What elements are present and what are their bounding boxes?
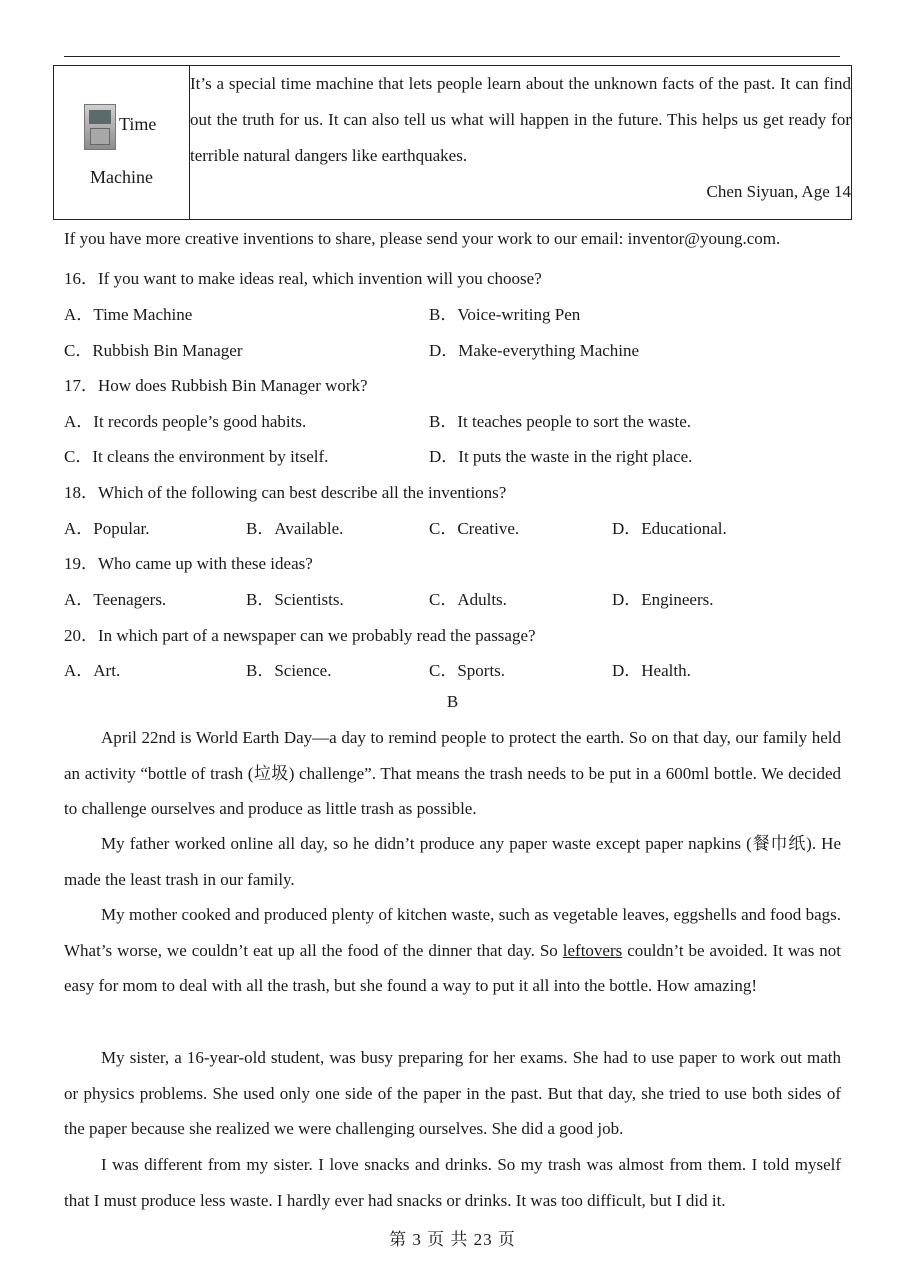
q16-option-a: A．Time Machine <box>64 305 193 324</box>
question-19-stem: 19．Who came up with these ideas? <box>64 554 313 573</box>
q19-option-d: D．Engineers. <box>612 590 714 609</box>
underlined-word: leftovers <box>562 940 623 960</box>
q20-option-c: C．Sports. <box>429 661 506 680</box>
invention-name-line1: Time <box>119 114 157 134</box>
passage-paragraph-1: April 22nd is World Earth Day—a day to remind people to protect the earth. So on that day, our family held an activity “bottle of trash (垃圾) challenge”. That means the trash needs to be put in a 600ml bottle. We decided to challenge ourselves and produce as little trash as possible. <box>64 728 841 819</box>
question-20-stem: 20．In which part of a newspaper can we probably read the passage? <box>64 626 536 645</box>
q16-option-d: D．Make-everything Machine <box>429 341 640 360</box>
header-rule <box>64 56 840 57</box>
q17-option-c: C．It cleans the environment by itself. <box>64 447 329 466</box>
invention-description: It’s a special time machine that lets people learn about the unknown facts of the past. It can find out the truth for us. It can also tell us what will happen in the future. This helps us get ready for terrible natural dangers like earthquakes. <box>190 74 851 165</box>
question-17-stem: 17．How does Rubbish Bin Manager work? <box>64 376 368 395</box>
q18-option-a: A．Popular. <box>64 519 150 538</box>
q19-option-c: C．Adults. <box>429 590 507 609</box>
time-machine-picture <box>84 104 116 150</box>
q20-option-a: A．Art. <box>64 661 121 680</box>
q20-option-b: B．Science. <box>246 661 332 680</box>
q18-option-b: B．Available. <box>246 519 344 538</box>
invention-author: Chen Siyuan, Age 14 <box>706 182 851 201</box>
passage-paragraph-5: I was different from my sister. I love snacks and drinks. So my trash was almost from them. I told myself that I must produce less waste. I hardly ever had snacks or drinks. It was too difficult, but I did it. <box>64 1155 841 1210</box>
passage-paragraph-4: My sister, a 16-year-old student, was busy preparing for her exams. She had to use paper to work out math or physics problems. She used only one side of the paper in the past. But that day, she tried to use both sides of the paper because she realized we were challenging ourselves. She did a good job. <box>64 1048 841 1139</box>
q17-option-b: B．It teaches people to sort the waste. <box>429 412 692 431</box>
q18-option-d: D．Educational. <box>612 519 727 538</box>
passage-paragraph-3: My mother cooked and produced plenty of kitchen waste, such as vegetable leaves, eggshells and food bags. What’s worse, we couldn’t eat up all the food of the dinner that day. So leftovers couldn’t be avoided. It was not easy for mom to deal with all the trash, but she found a way to put it all into the bottle. How amazing! <box>64 905 841 996</box>
q17-option-a: A．It records people’s good habits. <box>64 412 307 431</box>
invention-description-cell <box>190 66 852 220</box>
invention-name-cell <box>54 66 190 220</box>
page-footer: 第 3 页 共 23 页 <box>389 1230 516 1249</box>
q19-option-b: B．Scientists. <box>246 590 344 609</box>
q16-option-b: B．Voice-writing Pen <box>429 305 581 324</box>
passage-paragraph-2: My father worked online all day, so he didn’t produce any paper waste except paper napkins (餐巾纸). He made the least trash in our family. <box>64 834 841 889</box>
q16-option-c: C．Rubbish Bin Manager <box>64 341 243 360</box>
contact-line: If you have more creative inventions to share, please send your work to our email: inventor@young.com. <box>64 229 781 248</box>
question-18-stem: 18．Which of the following can best describe all the inventions? <box>64 483 507 502</box>
q19-option-a: A．Teenagers. <box>64 590 167 609</box>
inventions-table <box>53 65 852 220</box>
q20-option-d: D．Health. <box>612 661 691 680</box>
q18-option-c: C．Creative. <box>429 519 520 538</box>
table-row <box>54 66 852 220</box>
q17-option-d: D．It puts the waste in the right place. <box>429 447 693 466</box>
invention-name-line2: Machine <box>90 167 153 187</box>
question-16-stem: 16．If you want to make ideas real, which invention will you choose? <box>64 269 542 288</box>
section-label: B <box>446 692 459 711</box>
